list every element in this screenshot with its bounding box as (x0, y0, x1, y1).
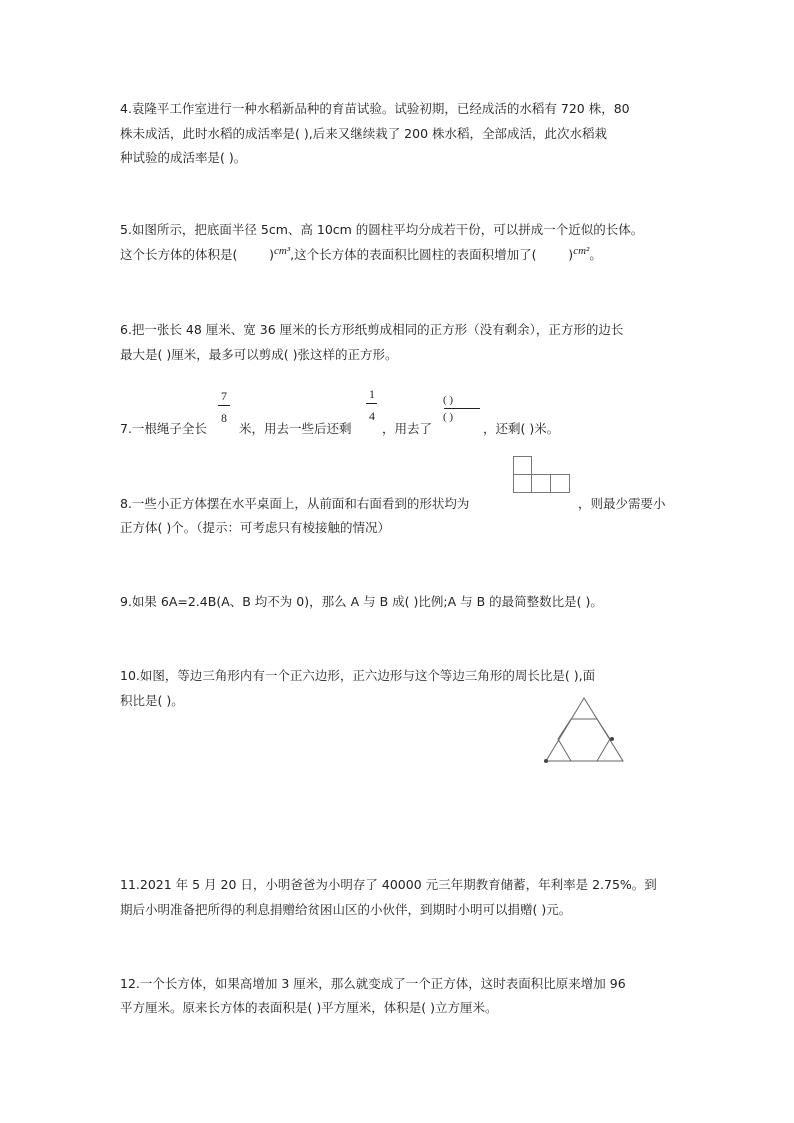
q7-part-1: 7.一根绳子全长 (120, 421, 207, 436)
q5-line-2 (120, 247, 602, 264)
cm3-unit: cm³ (274, 245, 291, 257)
q5-text-a: 这个长方体的体积是( ) (120, 247, 275, 262)
frac3-numerator: ( ) (443, 394, 454, 406)
q8-line-1b: ，则最少需要小 (578, 496, 666, 511)
q8-line-1a: 8.一些小正方体摆在水平桌面上，从前面和右面看到的形状均为 (120, 496, 470, 511)
q8-line-2: 正方体( )个。（提示：可考虑只有棱接触的情况） (120, 520, 390, 535)
frac2-denominator: 4 (369, 409, 375, 423)
q4-line-2: 株未成活，此时水稻的成活率是( ),后来又继续栽了 200 株水稻，全部成活，此次水稻栽 (120, 126, 608, 141)
q11-line-1: 11.2021 年 5 月 20 日，小明爸爸为小明存了 40000 元三年期教育储蓄，年利率是 2.75%。到 (120, 877, 657, 892)
q7-part-3: ，用去了 (382, 421, 433, 436)
q5-text-b: ,这个长方体的表面积比圆柱的表面积增加了( ) (290, 247, 574, 262)
q5-line-1: 5.如图所示，把底面半径 5cm、高 10cm 的圆柱平均分成若干份，可以拼成一个近似的长体。 (120, 222, 644, 237)
q10-line-1: 10.如图，等边三角形内有一个正六边形，正六边形与这个等边三角形的周长比是( ),面 (120, 668, 596, 683)
cube-view-figure (513, 456, 573, 500)
q5-text-c: 。 (589, 247, 602, 262)
frac2-numerator: 1 (369, 387, 375, 401)
triangle-hexagon-figure (542, 695, 630, 769)
frac3-denominator: ( ) (443, 411, 454, 423)
q6-line-2: 最大是( )厘米，最多可以剪成( )张这样的正方形。 (120, 347, 398, 362)
frac1-bar (218, 405, 230, 406)
frac1-denominator: 8 (221, 411, 227, 425)
q6-line-1: 6.把一张长 48 厘米、宽 36 厘米的长方形纸剪成相同的正方形（没有剩余），正方形的边长 (120, 322, 624, 337)
frac2-bar (366, 403, 377, 404)
q12-line-1: 12.一个长方体，如果高增加 3 厘米，那么就变成了一个正方体，这时表面积比原来增加 96 (120, 976, 626, 991)
q7-part-2: 米，用去一些后还剩 (239, 421, 352, 436)
q12-line-2: 平方厘米。原来长方体的表面积是( )平方厘米，体积是( )立方厘米。 (120, 1000, 498, 1015)
cm2-unit: cm² (573, 245, 590, 257)
q11-line-2: 期后小明准备把所得的利息捐赠给贫困山区的小伙伴，到期时小明可以捐赠( )元。 (120, 902, 572, 917)
q4-line-1: 4.袁隆平工作室进行一种水稻新品种的育苗试验。试验初期，已经成活的水稻有 720 株，80 (120, 101, 630, 116)
frac1-numerator: 7 (221, 389, 227, 403)
frac3-bar (444, 408, 480, 409)
q7-part-4: ，还剩( )米。 (483, 421, 560, 436)
q4-line-3: 种试验的成活率是( )。 (120, 150, 247, 165)
q10-line-2: 积比是( )。 (120, 693, 184, 708)
q9-line-1: 9.如果 6A=2.4B(A、B 均不为 0)，那么 A 与 B 成( )比例;A 与 B 的最简整数比是( )。 (120, 594, 603, 609)
